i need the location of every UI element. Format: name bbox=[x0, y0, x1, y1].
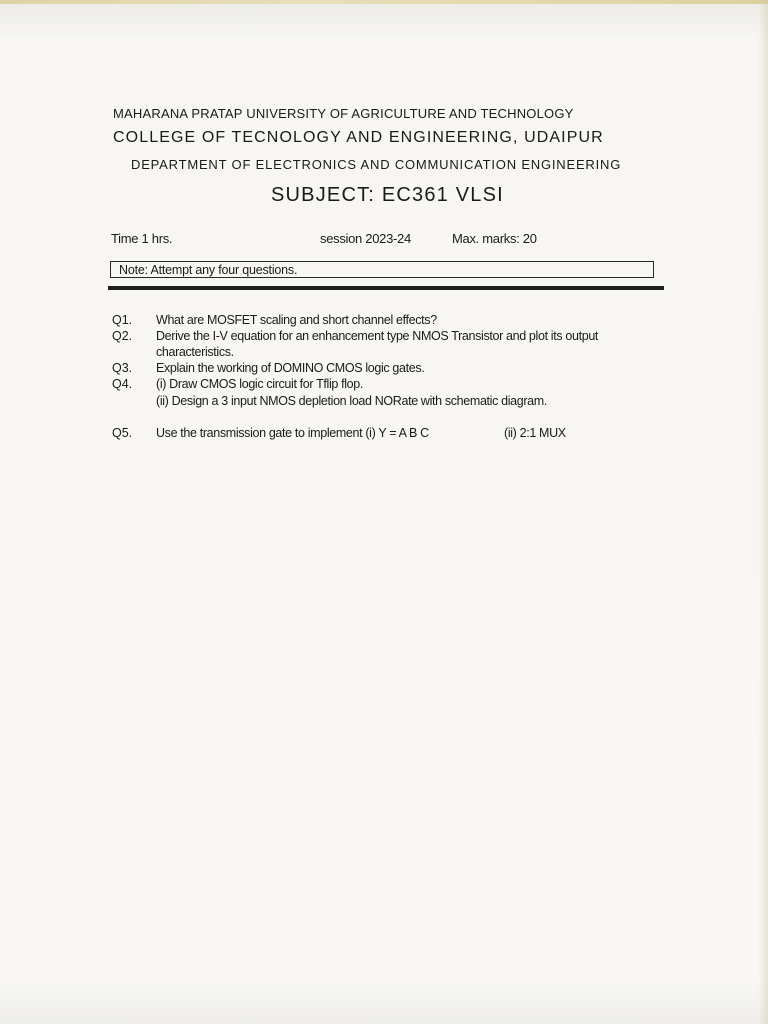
question-number: Q1. bbox=[112, 313, 133, 327]
question-number: Q2. bbox=[112, 329, 133, 343]
question-text: Use the transmission gate to implement (i) Y = A B C bbox=[156, 426, 429, 440]
department-name: DEPARTMENT OF ELECTRONICS AND COMMUNICATION ENGINEERING bbox=[131, 157, 622, 172]
note-text: Note: Attempt any four questions. bbox=[119, 263, 298, 277]
section-divider bbox=[108, 286, 664, 290]
question-text: (i) Draw CMOS logic circuit for Tflip flop. bbox=[156, 377, 363, 391]
college-name: COLLEGE OF TECNOLOGY AND ENGINEERING, UDAIPUR bbox=[113, 129, 604, 146]
question-text: (ii) Design a 3 input NMOS depletion load NORate with schematic diagram. bbox=[156, 394, 547, 408]
subject-title: SUBJECT: EC361 VLSI bbox=[271, 184, 504, 206]
question-text: (ii) 2:1 MUX bbox=[504, 426, 566, 440]
question-number: Q4. bbox=[112, 377, 133, 391]
question-text: What are MOSFET scaling and short channel effects? bbox=[156, 313, 437, 327]
question-text: Explain the working of DOMINO CMOS logic gates. bbox=[156, 361, 425, 375]
question-text: Derive the I-V equation for an enhancement type NMOS Transistor and plot its output bbox=[156, 329, 599, 343]
paper-right-edge bbox=[758, 0, 768, 1024]
question-text: characteristics. bbox=[156, 345, 234, 359]
note-box bbox=[110, 261, 654, 278]
question-number: Q3. bbox=[112, 361, 133, 375]
exam-session: session 2023-24 bbox=[320, 231, 411, 246]
university-name: MAHARANA PRATAP UNIVERSITY OF AGRICULTURE AND TECHNOLOGY bbox=[113, 106, 574, 121]
question-number: Q5. bbox=[112, 426, 133, 440]
max-marks: Max. marks: 20 bbox=[452, 231, 537, 246]
exam-time: Time 1 hrs. bbox=[111, 231, 173, 246]
paper-top-edge bbox=[0, 0, 768, 4]
